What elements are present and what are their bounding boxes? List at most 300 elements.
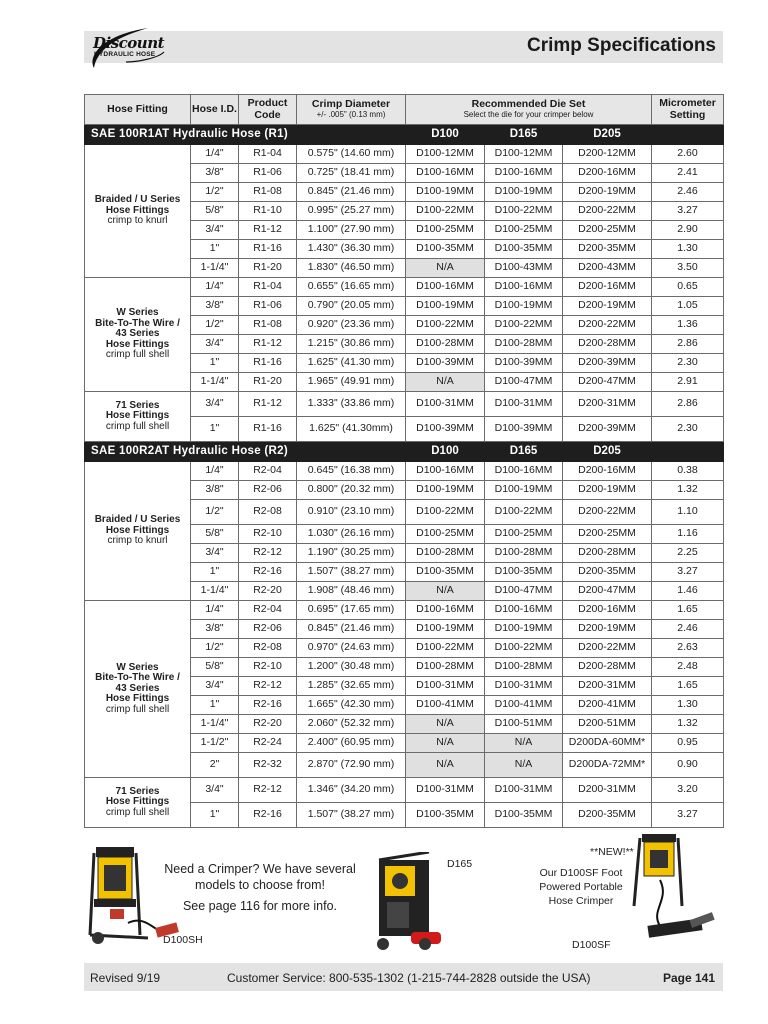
fitting-group-name: Hose Fittings (105, 524, 170, 536)
cell-product-code: R2-12 (239, 677, 297, 696)
cell-crimp-diameter: 1.190" (30.25 mm) (297, 544, 406, 563)
cell-product-code: R1-12 (239, 221, 297, 240)
cell-die-d165: D100-19MM (485, 481, 563, 500)
cell-die-d205: D200-22MM (563, 639, 652, 658)
cell-die-d165: D100-22MM (485, 316, 563, 335)
cell-micrometer: 2.48 (652, 658, 724, 677)
cell-die-d100: D100-39MM (406, 417, 485, 442)
cell-die-d165: D100-28MM (485, 658, 563, 677)
cell-crimp-diameter: 0.845" (21.46 mm) (297, 183, 406, 202)
cell-micrometer: 1.65 (652, 677, 724, 696)
cell-product-code: R1-16 (239, 240, 297, 259)
cell-die-d100: D100-19MM (406, 481, 485, 500)
cell-product-code: R1-16 (239, 354, 297, 373)
cell-crimp-diameter: 2.870" (72.90 mm) (297, 753, 406, 778)
cell-die-d205: D200-41MM (563, 696, 652, 715)
new-line3: Hose Crimper (548, 895, 614, 908)
col-hose-fitting: Hose Fitting (85, 95, 191, 125)
cell-product-code: R1-04 (239, 278, 297, 297)
cell-die-d165: D100-16MM (485, 462, 563, 481)
cell-micrometer: 2.91 (652, 373, 724, 392)
cell-crimp-diameter: 1.215" (30.86 mm) (297, 335, 406, 354)
cell-die-d205: D200-47MM (563, 373, 652, 392)
cell-micrometer: 2.41 (652, 164, 724, 183)
die-col-d165: D165 (485, 125, 563, 145)
col-micrometer: Micrometer Setting (652, 95, 724, 125)
promo-see-page[interactable]: See page 116 for more info. (182, 899, 338, 914)
cell-die-d205: D200-19MM (563, 620, 652, 639)
section-header (85, 125, 724, 145)
cell-die-d100: D100-35MM (406, 563, 485, 582)
cell-micrometer: 1.46 (652, 582, 724, 601)
cell-crimp-diameter: 0.645" (16.38 mm) (297, 462, 406, 481)
cell-crimp-diameter: 1.285" (32.65 mm) (297, 677, 406, 696)
cell-micrometer: 2.30 (652, 354, 724, 373)
cell-die-d100: D100-28MM (406, 544, 485, 563)
cell-micrometer: 3.20 (652, 778, 724, 803)
cell-die-d100: D100-31MM (406, 778, 485, 803)
cell-hose-id: 3/8" (191, 620, 239, 639)
cell-product-code: R1-06 (239, 164, 297, 183)
cell-die-d205: D200-28MM (563, 335, 652, 354)
cell-crimp-diameter: 1.200" (30.48 mm) (297, 658, 406, 677)
cell-product-code: R2-20 (239, 582, 297, 601)
cell-die-d205: D200-22MM (563, 500, 652, 525)
cell-product-code: R2-06 (239, 481, 297, 500)
fitting-group-name: W Series (116, 661, 159, 673)
cell-product-code: R2-12 (239, 544, 297, 563)
table-row (85, 778, 724, 803)
cell-die-d205: D200-22MM (563, 316, 652, 335)
fitting-group-name: Braided / U Series (94, 194, 181, 206)
cell-hose-id: 3/8" (191, 297, 239, 316)
table-row (85, 278, 724, 297)
fitting-group-note: crimp to knurl (107, 535, 168, 547)
cell-die-d205: D200-31MM (563, 392, 652, 417)
cell-crimp-diameter: 1.346" (34.20 mm) (297, 778, 406, 803)
cell-micrometer: 2.46 (652, 183, 724, 202)
fitting-group-name: W Series (116, 307, 159, 319)
cell-crimp-diameter: 1.100" (27.90 mm) (297, 221, 406, 240)
cell-hose-id: 3/4" (191, 221, 239, 240)
cell-crimp-diameter: 1.625" (41.30 mm) (297, 354, 406, 373)
page-title: Crimp Specifications (527, 35, 716, 56)
cell-crimp-diameter: 1.507" (38.27 mm) (297, 803, 406, 828)
section-spacer (652, 125, 724, 145)
promo-text (160, 862, 360, 915)
logo-subtext: HYDRAULIC HOSE (94, 51, 156, 58)
crimp-spec-table (84, 94, 724, 828)
cell-hose-id: 1/2" (191, 183, 239, 202)
cell-crimp-diameter: 0.995" (25.27 mm) (297, 202, 406, 221)
cell-die-d205: D200-16MM (563, 462, 652, 481)
cell-hose-id: 1/2" (191, 316, 239, 335)
cell-micrometer: 1.10 (652, 500, 724, 525)
cell-die-d100: D100-35MM (406, 803, 485, 828)
cell-die-d165: D100-39MM (485, 417, 563, 442)
cell-product-code: R2-16 (239, 563, 297, 582)
cell-die-d165: N/A (485, 753, 563, 778)
fitting-group-label (85, 145, 191, 278)
cell-micrometer: 2.60 (652, 145, 724, 164)
cell-die-d100: D100-19MM (406, 620, 485, 639)
cell-micrometer: 2.63 (652, 639, 724, 658)
cell-die-d165: D100-31MM (485, 392, 563, 417)
label-d165: D165 (447, 858, 473, 870)
cell-crimp-diameter: 0.790" (20.05 mm) (297, 297, 406, 316)
cell-die-d100: N/A (406, 753, 485, 778)
fitting-group-label (85, 601, 191, 778)
page-number: Page 141 (662, 971, 715, 985)
cell-die-d165: D100-22MM (485, 500, 563, 525)
cell-die-d165: D100-47MM (485, 582, 563, 601)
cell-product-code: R2-08 (239, 500, 297, 525)
cell-micrometer: 3.27 (652, 803, 724, 828)
promo-line2: models to choose from! (195, 877, 325, 892)
cell-crimp-diameter: 2.060" (52.32 mm) (297, 715, 406, 734)
die-col-d165: D165 (485, 442, 563, 462)
table-row (85, 462, 724, 481)
die-set-sub: Select the die for your crimper below (463, 110, 594, 120)
cell-micrometer: 2.25 (652, 544, 724, 563)
fitting-group-name: Braided / U Series (94, 514, 181, 526)
cell-die-d100: D100-39MM (406, 354, 485, 373)
cell-hose-id: 1-1/4" (191, 715, 239, 734)
cell-die-d205: D200-12MM (563, 145, 652, 164)
fitting-group-name: Hose Fittings (105, 693, 170, 705)
cell-die-d165: D100-35MM (485, 240, 563, 259)
cell-crimp-diameter: 2.400" (60.95 mm) (297, 734, 406, 753)
cell-crimp-diameter: 0.910" (23.10 mm) (297, 500, 406, 525)
cell-die-d205: D200-31MM (563, 778, 652, 803)
cell-die-d205: D200-28MM (563, 658, 652, 677)
cell-hose-id: 1-1/2" (191, 734, 239, 753)
col-hose-id: Hose I.D. (191, 95, 239, 125)
cell-die-d165: D100-43MM (485, 259, 563, 278)
cell-die-d165: D100-35MM (485, 803, 563, 828)
cell-die-d205: D200-39MM (563, 417, 652, 442)
cell-micrometer: 3.27 (652, 563, 724, 582)
cell-die-d100: D100-22MM (406, 202, 485, 221)
cell-product-code: R1-12 (239, 335, 297, 354)
cell-micrometer: 1.65 (652, 601, 724, 620)
cell-hose-id: 5/8" (191, 658, 239, 677)
cell-die-d165: D100-39MM (485, 354, 563, 373)
section-title: SAE 100R1AT Hydraulic Hose (R1) (85, 125, 406, 145)
cell-product-code: R1-08 (239, 316, 297, 335)
cell-micrometer: 1.16 (652, 525, 724, 544)
cell-product-code: R1-08 (239, 183, 297, 202)
cell-crimp-diameter: 1.908" (48.46 mm) (297, 582, 406, 601)
fitting-group-note: crimp full shell (105, 349, 170, 361)
cell-hose-id: 3/8" (191, 481, 239, 500)
cell-die-d165: D100-25MM (485, 525, 563, 544)
cell-die-d205: D200-25MM (563, 221, 652, 240)
cell-hose-id: 1/4" (191, 145, 239, 164)
cell-die-d205: D200-19MM (563, 297, 652, 316)
cell-die-d100: D100-22MM (406, 500, 485, 525)
cell-micrometer: 2.90 (652, 221, 724, 240)
section-spacer (652, 442, 724, 462)
cell-hose-id: 1" (191, 417, 239, 442)
cell-micrometer: 1.30 (652, 240, 724, 259)
cell-micrometer: 1.36 (652, 316, 724, 335)
fitting-group-name: Bite-To-The Wire / (95, 317, 180, 329)
cell-die-d165: D100-31MM (485, 677, 563, 696)
cell-die-d165: D100-12MM (485, 145, 563, 164)
label-d100sh: D100SH (163, 934, 203, 946)
cell-hose-id: 1" (191, 563, 239, 582)
col-product-code: Product Code (239, 95, 297, 125)
cell-die-d100: D100-16MM (406, 462, 485, 481)
cell-die-d100: N/A (406, 259, 485, 278)
cell-die-d205: D200-16MM (563, 278, 652, 297)
cell-die-d165: D100-19MM (485, 183, 563, 202)
cell-product-code: R2-04 (239, 462, 297, 481)
cell-die-d165: D100-41MM (485, 696, 563, 715)
cell-product-code: R1-04 (239, 145, 297, 164)
cell-crimp-diameter: 0.970" (24.63 mm) (297, 639, 406, 658)
cell-hose-id: 1" (191, 354, 239, 373)
cell-die-d205: D200DA-72MM* (563, 753, 652, 778)
cell-product-code: R1-12 (239, 392, 297, 417)
fitting-group-note: crimp full shell (105, 420, 170, 432)
d165-crimper-image (373, 852, 445, 952)
cell-product-code: R2-08 (239, 639, 297, 658)
cell-product-code: R1-20 (239, 373, 297, 392)
cell-crimp-diameter: 1.333" (33.86 mm) (297, 392, 406, 417)
cell-die-d165: D100-28MM (485, 544, 563, 563)
cell-hose-id: 1/4" (191, 462, 239, 481)
cell-die-d165: D100-16MM (485, 278, 563, 297)
cell-product-code: R2-10 (239, 658, 297, 677)
footer-bar (84, 963, 723, 991)
cell-micrometer: 2.46 (652, 620, 724, 639)
cell-crimp-diameter: 1.430" (36.30 mm) (297, 240, 406, 259)
cell-die-d165: D100-47MM (485, 373, 563, 392)
cell-hose-id: 1" (191, 803, 239, 828)
cell-micrometer: 3.27 (652, 202, 724, 221)
cell-die-d100: N/A (406, 373, 485, 392)
cell-hose-id: 3/4" (191, 778, 239, 803)
cell-die-d100: D100-19MM (406, 183, 485, 202)
cell-micrometer: 1.05 (652, 297, 724, 316)
cell-micrometer: 2.86 (652, 392, 724, 417)
cell-micrometer: 2.86 (652, 335, 724, 354)
cell-die-d100: D100-16MM (406, 164, 485, 183)
cell-hose-id: 1-1/4" (191, 259, 239, 278)
die-set-label: Recommended Die Set (471, 98, 586, 111)
cell-micrometer: 1.30 (652, 696, 724, 715)
new-line2: Powered Portable (539, 881, 623, 894)
new-badge: **NEW!** (590, 846, 634, 858)
cell-product-code: R2-32 (239, 753, 297, 778)
cell-product-code: R2-04 (239, 601, 297, 620)
fitting-group-name: 71 Series (115, 785, 160, 797)
cell-die-d100: D100-19MM (406, 297, 485, 316)
cell-crimp-diameter: 1.507" (38.27 mm) (297, 563, 406, 582)
cell-product-code: R2-16 (239, 803, 297, 828)
cell-die-d100: D100-25MM (406, 525, 485, 544)
cell-die-d165: D100-19MM (485, 620, 563, 639)
cell-hose-id: 1-1/4" (191, 582, 239, 601)
cell-die-d205: D200-51MM (563, 715, 652, 734)
cell-micrometer: 3.50 (652, 259, 724, 278)
cell-crimp-diameter: 0.920" (23.36 mm) (297, 316, 406, 335)
col-die-set (406, 95, 652, 125)
cell-die-d165: D100-51MM (485, 715, 563, 734)
cell-hose-id: 2" (191, 753, 239, 778)
cell-hose-id: 5/8" (191, 525, 239, 544)
cell-die-d165: D100-22MM (485, 639, 563, 658)
cell-die-d205: D200-25MM (563, 525, 652, 544)
cell-hose-id: 1" (191, 696, 239, 715)
cell-die-d100: N/A (406, 734, 485, 753)
cell-hose-id: 1/2" (191, 639, 239, 658)
table-header-row (85, 95, 724, 125)
cell-die-d165: D100-19MM (485, 297, 563, 316)
cell-hose-id: 3/4" (191, 544, 239, 563)
cell-product-code: R1-06 (239, 297, 297, 316)
cell-die-d100: D100-16MM (406, 601, 485, 620)
cell-die-d165: N/A (485, 734, 563, 753)
company-logo (88, 22, 168, 72)
cell-hose-id: 3/4" (191, 335, 239, 354)
fitting-group-name: 43 Series (115, 328, 160, 340)
cell-micrometer: 1.32 (652, 481, 724, 500)
section-title: SAE 100R2AT Hydraulic Hose (R2) (85, 442, 406, 462)
cell-product-code: R2-24 (239, 734, 297, 753)
cell-die-d205: D200-28MM (563, 544, 652, 563)
table-row (85, 145, 724, 164)
promo-line1: Need a Crimper? We have several (164, 862, 356, 876)
cell-hose-id: 5/8" (191, 202, 239, 221)
die-col-d100: D100 (406, 442, 485, 462)
cell-die-d205: D200-16MM (563, 164, 652, 183)
crimp-tolerance: +/- .005" (0.13 mm) (316, 110, 386, 120)
cell-die-d100: D100-16MM (406, 278, 485, 297)
cell-die-d205: D200-35MM (563, 803, 652, 828)
cell-die-d100: D100-28MM (406, 335, 485, 354)
cell-die-d205: D200-43MM (563, 259, 652, 278)
cell-die-d100: D100-41MM (406, 696, 485, 715)
cell-hose-id: 3/4" (191, 392, 239, 417)
fitting-group-name: Hose Fittings (105, 410, 170, 422)
label-d100sf: D100SF (572, 939, 611, 951)
fitting-group-note: crimp full shell (105, 806, 170, 818)
cell-die-d165: D100-31MM (485, 778, 563, 803)
revised-date: Revised 9/19 (90, 971, 161, 985)
cell-product-code: R1-20 (239, 259, 297, 278)
cell-die-d205: D200DA-60MM* (563, 734, 652, 753)
new-product-note (525, 866, 637, 909)
section-header (85, 442, 724, 462)
cell-die-d100: D100-22MM (406, 316, 485, 335)
cell-die-d165: D100-16MM (485, 164, 563, 183)
fitting-group-name: Hose Fittings (105, 204, 170, 216)
cell-crimp-diameter: 0.800" (20.32 mm) (297, 481, 406, 500)
fitting-group-note: crimp to knurl (107, 215, 168, 227)
fitting-group-label (85, 778, 191, 828)
cell-die-d205: D200-35MM (563, 563, 652, 582)
customer-service: Customer Service: 800-535-1302 (1-215-744-2828 outside the USA) (227, 971, 591, 985)
die-col-d205: D205 (563, 442, 652, 462)
cell-hose-id: 1/4" (191, 278, 239, 297)
cell-die-d205: D200-35MM (563, 240, 652, 259)
fitting-group-name: 43 Series (115, 682, 160, 694)
cell-hose-id: 3/8" (191, 164, 239, 183)
cell-crimp-diameter: 0.845" (21.46 mm) (297, 620, 406, 639)
cell-crimp-diameter: 1.030" (26.16 mm) (297, 525, 406, 544)
cell-crimp-diameter: 1.665" (42.30 mm) (297, 696, 406, 715)
cell-die-d100: D100-31MM (406, 392, 485, 417)
cell-die-d100: D100-35MM (406, 240, 485, 259)
col-crimp-diameter (297, 95, 406, 125)
cell-micrometer: 0.38 (652, 462, 724, 481)
cell-hose-id: 3/4" (191, 677, 239, 696)
fitting-group-note: crimp full shell (105, 703, 170, 715)
cell-product-code: R2-12 (239, 778, 297, 803)
cell-micrometer: 0.65 (652, 278, 724, 297)
cell-crimp-diameter: 1.625" (41.30mm) (297, 417, 406, 442)
cell-die-d205: D200-39MM (563, 354, 652, 373)
table-row (85, 601, 724, 620)
cell-crimp-diameter: 0.695" (17.65 mm) (297, 601, 406, 620)
cell-product-code: R2-10 (239, 525, 297, 544)
cell-die-d100: N/A (406, 582, 485, 601)
fitting-group-name: Hose Fittings (105, 338, 170, 350)
cell-die-d165: D100-16MM (485, 601, 563, 620)
cell-product-code: R2-16 (239, 696, 297, 715)
cell-die-d100: D100-22MM (406, 639, 485, 658)
fitting-group-label (85, 392, 191, 442)
die-col-d100: D100 (406, 125, 485, 145)
cell-product-code: R1-10 (239, 202, 297, 221)
cell-die-d100: D100-25MM (406, 221, 485, 240)
cell-micrometer: 2.30 (652, 417, 724, 442)
cell-crimp-diameter: 0.655" (16.65 mm) (297, 278, 406, 297)
cell-micrometer: 1.32 (652, 715, 724, 734)
cell-die-d100: D100-28MM (406, 658, 485, 677)
fitting-group-name: Hose Fittings (105, 796, 170, 808)
cell-micrometer: 0.90 (652, 753, 724, 778)
cell-die-d165: D100-25MM (485, 221, 563, 240)
cell-crimp-diameter: 1.830" (46.50 mm) (297, 259, 406, 278)
cell-die-d205: D200-19MM (563, 481, 652, 500)
cell-hose-id: 1-1/4" (191, 373, 239, 392)
table-row (85, 392, 724, 417)
cell-hose-id: 1/4" (191, 601, 239, 620)
cell-die-d205: D200-22MM (563, 202, 652, 221)
cell-die-d205: D200-19MM (563, 183, 652, 202)
cell-crimp-diameter: 1.965" (49.91 mm) (297, 373, 406, 392)
cell-die-d205: D200-16MM (563, 601, 652, 620)
cell-die-d165: D100-35MM (485, 563, 563, 582)
cell-die-d100: D100-12MM (406, 145, 485, 164)
cell-hose-id: 1/2" (191, 500, 239, 525)
cell-die-d165: D100-28MM (485, 335, 563, 354)
cell-crimp-diameter: 0.575" (14.60 mm) (297, 145, 406, 164)
cell-die-d100: N/A (406, 715, 485, 734)
die-col-d205: D205 (563, 125, 652, 145)
fitting-group-name: 71 Series (115, 399, 160, 411)
fitting-group-name: Bite-To-The Wire / (95, 672, 180, 684)
cell-hose-id: 1" (191, 240, 239, 259)
cell-product-code: R2-20 (239, 715, 297, 734)
fitting-group-label (85, 462, 191, 601)
fitting-group-label (85, 278, 191, 392)
cell-product-code: R1-16 (239, 417, 297, 442)
